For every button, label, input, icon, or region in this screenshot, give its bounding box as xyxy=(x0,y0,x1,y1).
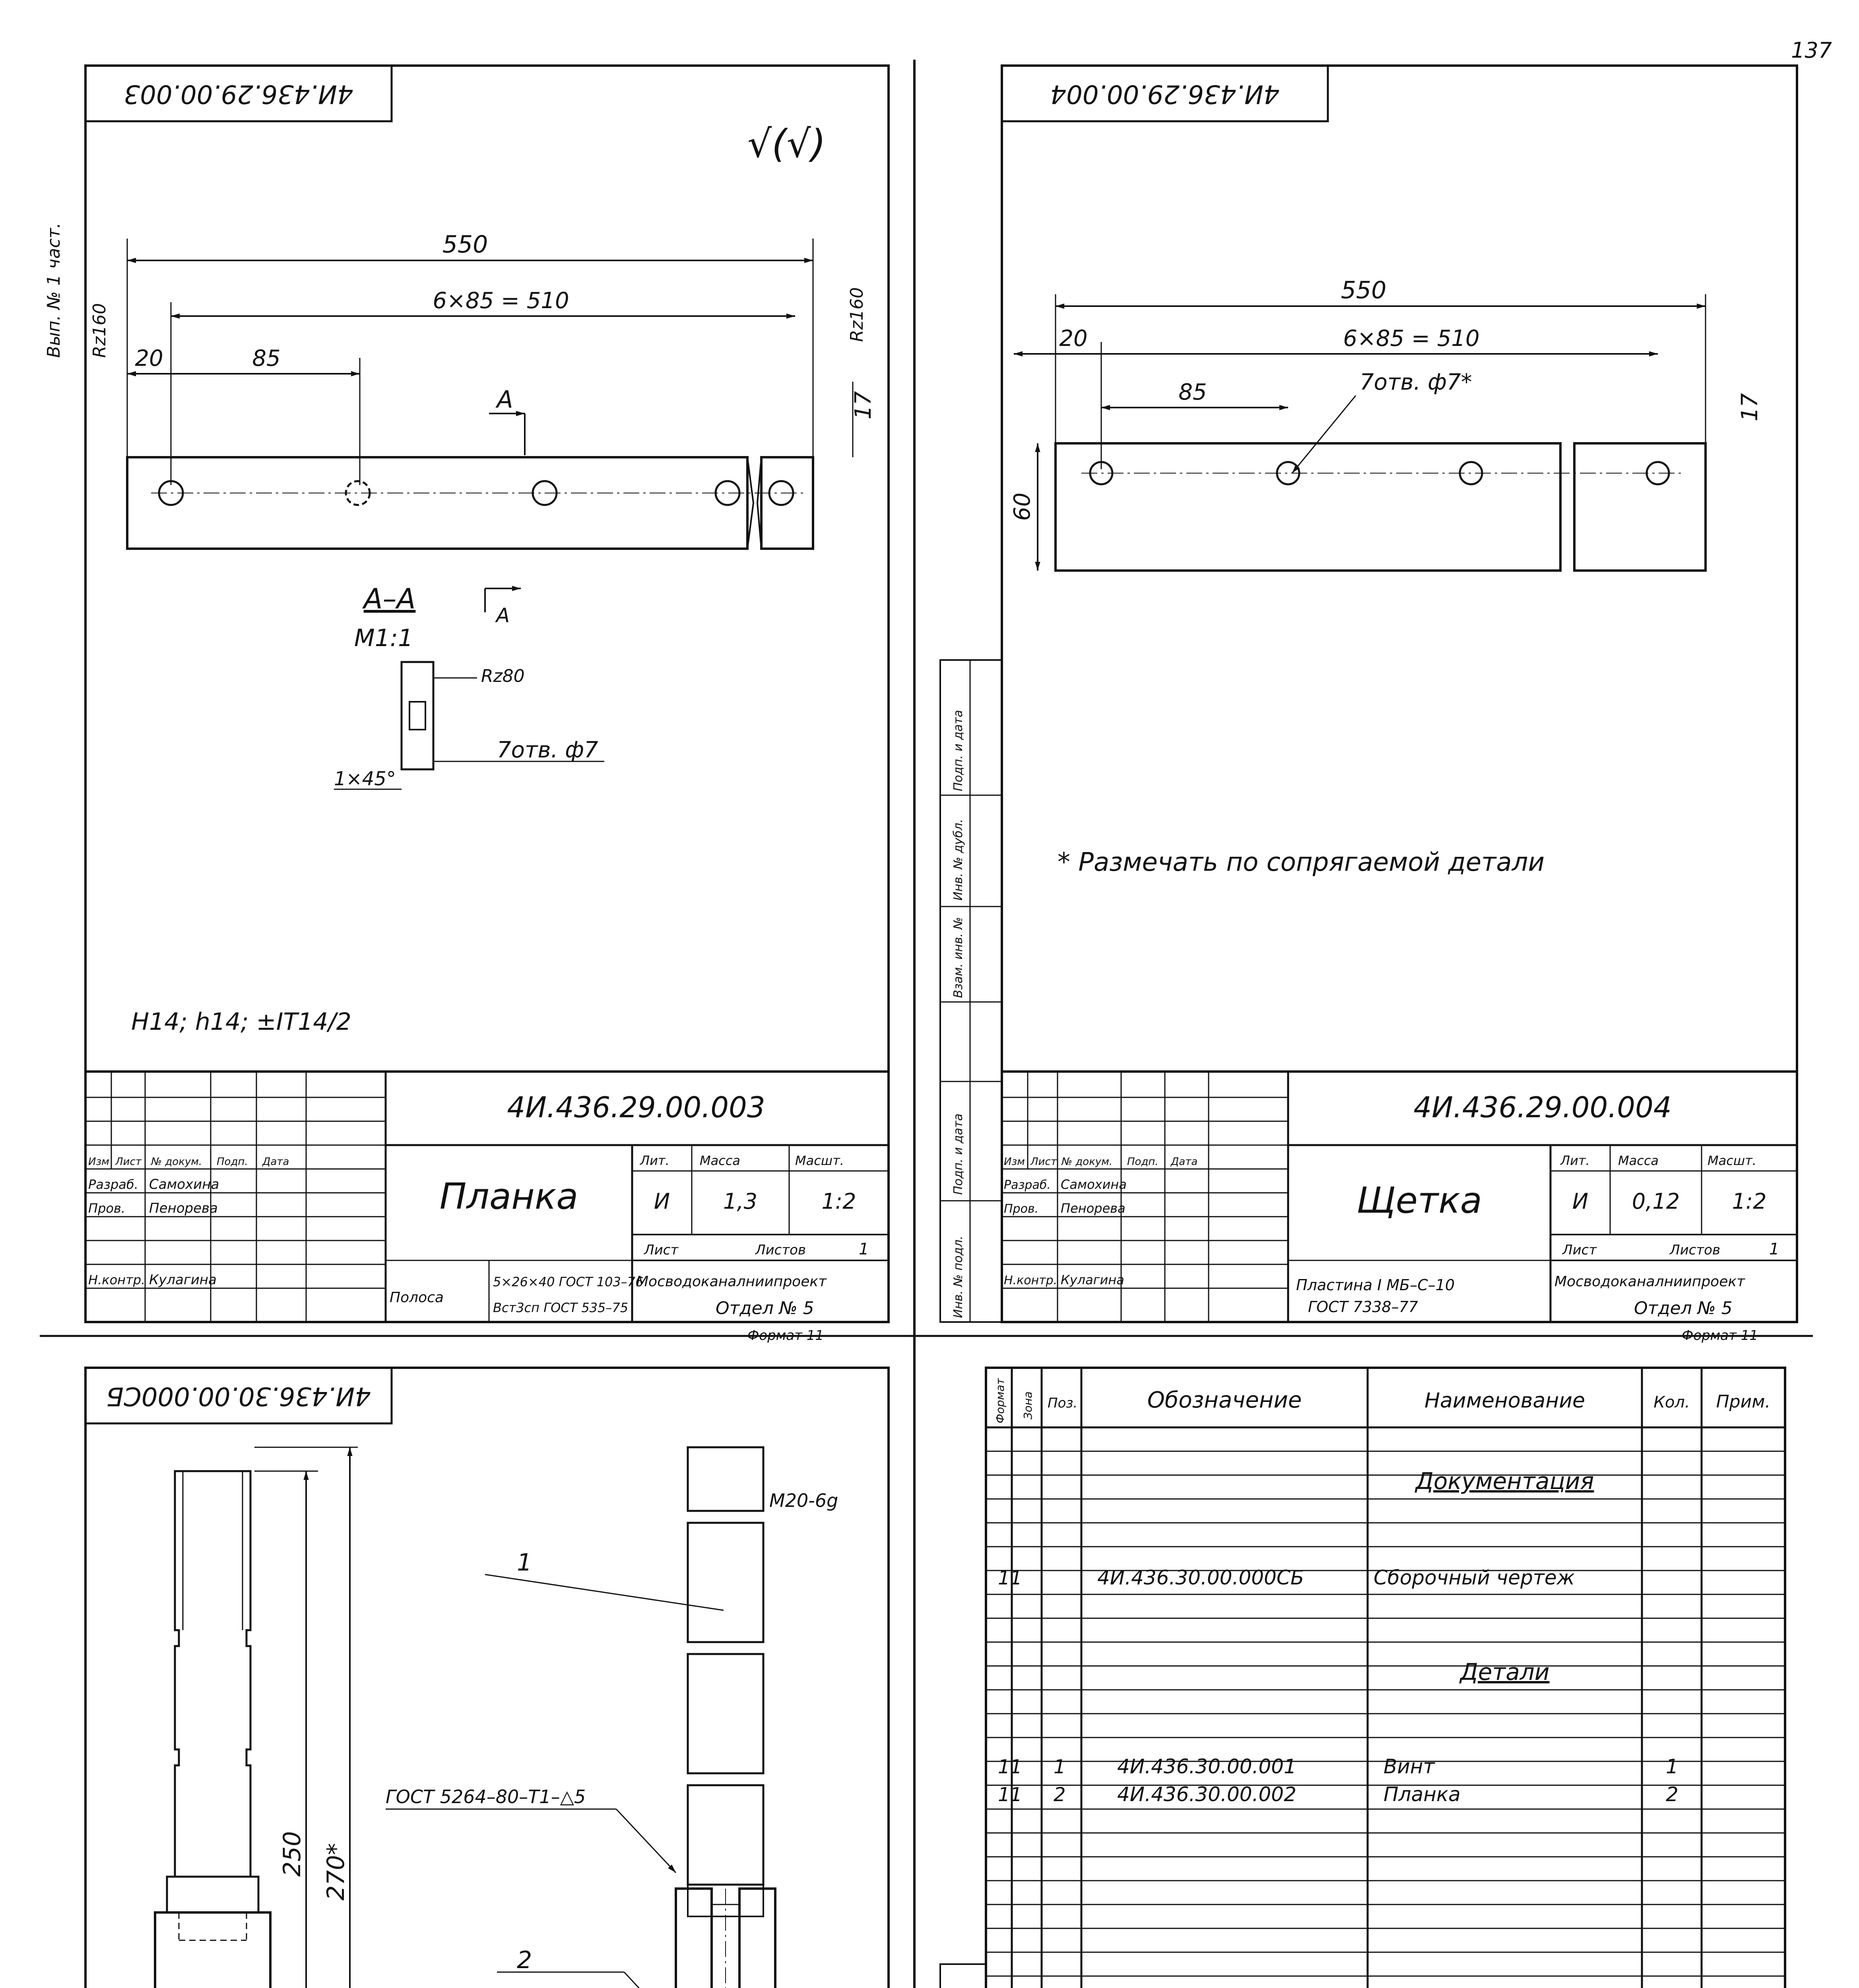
svg-text:Масса: Масса xyxy=(700,1153,741,1168)
spec-section-docs: Документация xyxy=(1415,1468,1594,1495)
svg-text:11: 11 xyxy=(998,1756,1023,1778)
svg-text:Лит.: Лит. xyxy=(640,1153,669,1168)
d1-n-control: Кулагина xyxy=(149,1272,217,1288)
svg-text:1: 1 xyxy=(1666,1755,1679,1778)
d1-developer: Самохина xyxy=(149,1176,219,1192)
svg-text:Подп.: Подп. xyxy=(1127,1156,1158,1168)
svg-text:11: 11 xyxy=(998,1784,1023,1806)
page-number: 137 xyxy=(1791,38,1832,63)
d1-holes xyxy=(151,481,803,505)
d1-sheets: 1 xyxy=(859,1240,869,1258)
specification-sheet xyxy=(940,1368,1785,1988)
svg-text:Лист: Лист xyxy=(115,1156,142,1168)
d2-holes xyxy=(1081,462,1682,484)
d2-strip xyxy=(1056,443,1560,571)
d1-mass: 1,3 xyxy=(723,1189,757,1214)
svg-text:Пров.: Пров. xyxy=(1004,1202,1039,1216)
d2-org: Мосводоканалниипроект xyxy=(1554,1274,1745,1290)
d2-n-control: Кулагина xyxy=(1061,1272,1124,1287)
svg-text:Взам. инв. №: Взам. инв. № xyxy=(951,917,965,998)
d1-lit: И xyxy=(654,1189,670,1214)
d2-dept: Отдел № 5 xyxy=(1634,1298,1733,1318)
d2-dim-first: 20 xyxy=(1059,326,1088,351)
svg-text:№ докум.: № докум. xyxy=(151,1156,202,1168)
d2-developer: Самохина xyxy=(1061,1177,1127,1192)
svg-text:Инв. № подл.: Инв. № подл. xyxy=(951,1236,965,1318)
svg-text:Лит.: Лит. xyxy=(1560,1153,1590,1168)
d3-thread: М20-6g xyxy=(769,1490,838,1511)
spec-row-assembly xyxy=(998,1566,1575,1589)
svg-text:Н.контр.: Н.контр. xyxy=(88,1272,146,1287)
d1-dim-pitch: 85 xyxy=(252,346,281,371)
d2-material-1: Пластина I МБ–С–10 xyxy=(1296,1276,1455,1294)
d1-section-mark-2: А xyxy=(496,604,510,627)
svg-text:Листов: Листов xyxy=(1670,1242,1721,1258)
d1-tb-code: 4И.436.29.00.003 xyxy=(507,1091,765,1124)
d3-dim-length-ref: 270* xyxy=(322,1843,350,1901)
svg-text:Масса: Масса xyxy=(1618,1153,1659,1168)
d1-org: Мосводоканалниипроект xyxy=(636,1274,827,1290)
d1-rz-right: Rz160 xyxy=(847,287,867,342)
d1-title-block xyxy=(85,1072,889,1322)
svg-text:2: 2 xyxy=(1054,1784,1066,1806)
d1-rz-left: Rz160 xyxy=(89,303,110,358)
drawing-3-shtanga-assembly xyxy=(85,1368,889,1988)
svg-text:№ докум.: № докум. xyxy=(1061,1156,1113,1168)
drawing-2-shchetka xyxy=(940,66,1797,1343)
d1-material-2: Вст3сп ГОСТ 535–75 xyxy=(493,1300,629,1315)
drawing-1-planka xyxy=(85,66,889,1343)
d1-scale: 1:2 xyxy=(821,1189,856,1214)
spec-header-note: Прим. xyxy=(1716,1392,1771,1412)
svg-text:Разраб.: Разраб. xyxy=(88,1177,138,1192)
d2-title-block xyxy=(1002,1072,1797,1322)
svg-text:4И.436.30.00.000СБ: 4И.436.30.00.000СБ xyxy=(1097,1566,1304,1589)
d1-dim-pitch-total: 6×85 = 510 xyxy=(433,288,569,314)
svg-text:Подп.: Подп. xyxy=(217,1156,248,1168)
svg-text:Сборочный чертеж: Сборочный чертеж xyxy=(1374,1566,1575,1589)
svg-text:Лист: Лист xyxy=(1030,1156,1057,1168)
d1-dept: Отдел № 5 xyxy=(716,1298,814,1318)
d3-dim-length: 250 xyxy=(278,1831,306,1877)
svg-text:Изм: Изм xyxy=(88,1156,109,1168)
svg-text:Пров.: Пров. xyxy=(88,1201,125,1216)
d1-material-prefix: Полоса xyxy=(390,1289,444,1306)
d2-sheets: 1 xyxy=(1769,1240,1779,1258)
spec-header-qty: Кол. xyxy=(1653,1393,1690,1411)
svg-text:Разраб.: Разраб. xyxy=(1004,1178,1051,1192)
svg-text:Подп. и дата: Подп. и дата xyxy=(951,710,965,791)
d3-corner-code: 4И.436.30.00.000СБ xyxy=(106,1381,371,1411)
svg-text:Лист: Лист xyxy=(1562,1242,1597,1258)
d2-corner-code: 4И.436.29.00.004 xyxy=(1050,79,1280,109)
d1-tb-name: Планка xyxy=(439,1176,578,1217)
d1-chamfer: 1×45° xyxy=(334,768,396,790)
d2-dim-pitch-total: 6×85 = 510 xyxy=(1343,326,1480,351)
d2-dim-height: 60 xyxy=(1009,492,1035,521)
svg-text:2: 2 xyxy=(1666,1783,1679,1806)
d1-checker: Пенорева xyxy=(149,1200,218,1216)
svg-text:Масшт.: Масшт. xyxy=(1708,1153,1756,1168)
d2-format: Формат 11 xyxy=(1682,1328,1758,1343)
svg-text:4И.436.30.00.002: 4И.436.30.00.002 xyxy=(1117,1783,1296,1806)
d1-dim-height: 17 xyxy=(850,391,876,419)
svg-text:Изм: Изм xyxy=(1004,1156,1025,1168)
spec-header-format: Формат xyxy=(994,1378,1007,1423)
d1-dim-overall: 550 xyxy=(442,231,488,258)
spec-header-pos: Поз. xyxy=(1048,1395,1078,1411)
svg-text:Дата: Дата xyxy=(1171,1156,1198,1168)
d1-section-scale: М1:1 xyxy=(354,624,413,652)
spec-row-documentation xyxy=(1415,1468,1594,1495)
d2-scale: 1:2 xyxy=(1732,1189,1767,1214)
svg-text:Лист: Лист xyxy=(644,1242,679,1258)
svg-text:Подп. и дата: Подп. и дата xyxy=(951,1113,965,1195)
d1-roughness-mark: √(√) xyxy=(747,122,826,166)
d2-lit: И xyxy=(1572,1189,1589,1214)
spec-row-details xyxy=(1459,1658,1549,1685)
svg-text:Планка: Планка xyxy=(1384,1783,1461,1806)
d3-weld: ГОСТ 5264–80–Т1–△5 xyxy=(386,1786,586,1807)
svg-text:4И.436.30.00.001: 4И.436.30.00.001 xyxy=(1117,1755,1296,1778)
spec-row-planka xyxy=(998,1783,1679,1806)
d2-tb-code: 4И.436.29.00.004 xyxy=(1413,1091,1672,1124)
spec-section-details: Детали xyxy=(1460,1658,1550,1685)
d1-section-holes: 7отв. ф7 xyxy=(497,737,598,763)
d2-tb-name: Щетка xyxy=(1356,1180,1482,1221)
d2-checker: Пенорева xyxy=(1061,1201,1125,1216)
d1-format: Формат 11 xyxy=(747,1328,824,1343)
d2-dim-pitch: 85 xyxy=(1178,379,1207,405)
d3-pos1: 1 xyxy=(517,1549,532,1576)
d1-strip xyxy=(127,457,747,549)
svg-text:Дата: Дата xyxy=(262,1156,289,1168)
d2-dim-holes: 7отв. ф7* xyxy=(1360,369,1472,395)
spec-header-zone: Зона xyxy=(1021,1391,1034,1419)
d1-section-roughness: Rz80 xyxy=(481,666,525,686)
svg-text:11: 11 xyxy=(998,1567,1023,1589)
spec-header-name: Наименование xyxy=(1424,1389,1585,1413)
d1-section-mark: А xyxy=(497,386,513,414)
svg-text:Масшт.: Масшт. xyxy=(795,1153,844,1168)
d2-note: * Размечать по сопрягаемой детали xyxy=(1058,848,1545,877)
left-margin-note: Вып. № 1 част. xyxy=(44,222,64,358)
d1-tolerance-note: Н14; h14; ±IT14/2 xyxy=(131,1008,351,1036)
d2-material-2: ГОСТ 7338–77 xyxy=(1308,1298,1418,1316)
svg-text:Н.контр.: Н.контр. xyxy=(1004,1274,1058,1287)
d1-dim-first: 20 xyxy=(135,346,163,371)
svg-text:1: 1 xyxy=(1054,1756,1066,1778)
spec-row-vint xyxy=(998,1755,1679,1778)
d3-pos2: 2 xyxy=(517,1946,532,1974)
svg-text:Инв. № дубл.: Инв. № дубл. xyxy=(951,819,965,901)
d1-corner-code: 4И.436.29.00.003 xyxy=(124,79,353,109)
svg-text:Винт: Винт xyxy=(1384,1755,1435,1778)
d1-material-1: 5×26×40 ГОСТ 103–76 xyxy=(493,1274,644,1289)
d2-dim-thickness: 17 xyxy=(1737,393,1763,421)
d2-dim-overall: 550 xyxy=(1341,276,1387,304)
d2-mass: 0,12 xyxy=(1632,1189,1680,1214)
d1-section-title: А–А xyxy=(363,582,416,615)
svg-text:Листов: Листов xyxy=(755,1242,806,1258)
spec-header-code: Обозначение xyxy=(1147,1387,1302,1413)
